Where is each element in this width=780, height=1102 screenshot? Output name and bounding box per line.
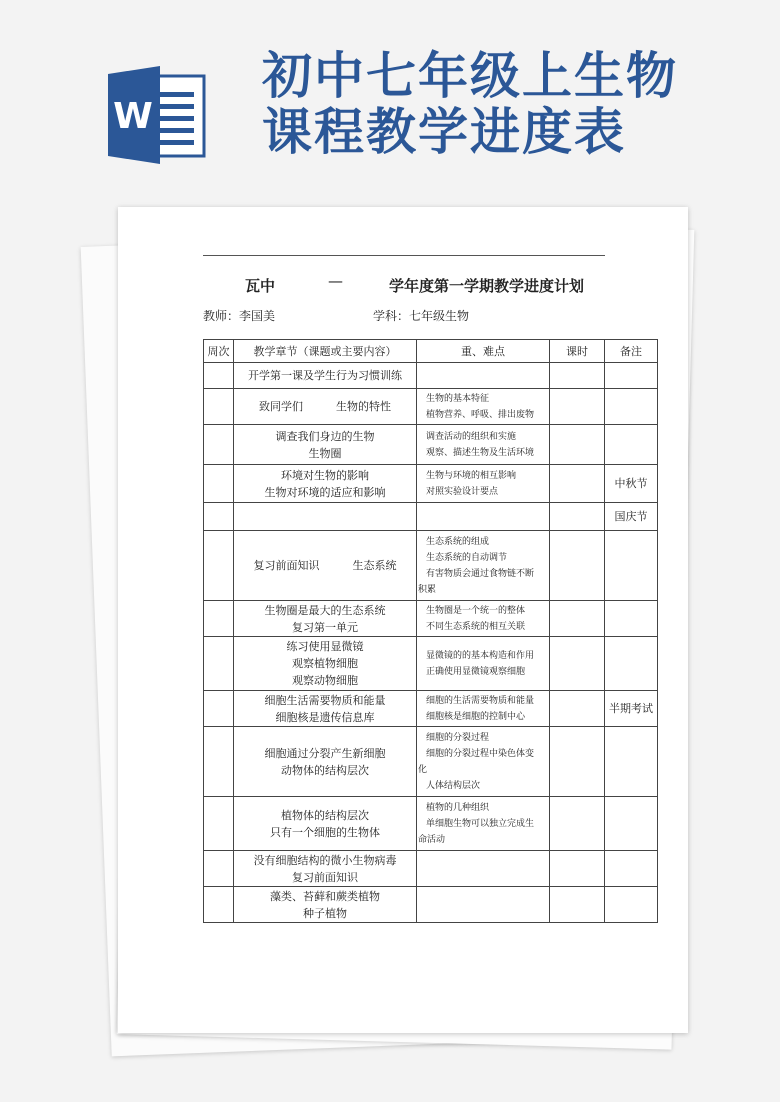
hours-cell <box>550 637 605 691</box>
week-cell <box>204 637 234 691</box>
keypoints-cell <box>417 601 550 637</box>
keypoint-text: 植物的几种组织 <box>426 802 490 813</box>
chapter-text: 动物体的结构层次 <box>281 763 369 777</box>
note-cell <box>605 727 658 797</box>
week-cell <box>204 531 234 601</box>
chapter-cell <box>234 691 417 727</box>
header-rule <box>203 255 605 256</box>
chapter-text: 复习第一单元 <box>292 620 358 634</box>
note-cell: 中秋节 <box>605 465 658 503</box>
hours-cell <box>550 851 605 887</box>
hours-cell <box>550 503 605 531</box>
hours-cell <box>550 887 605 923</box>
table-row <box>204 691 658 727</box>
week-cell <box>204 465 234 503</box>
keypoints-cell <box>417 503 550 531</box>
document-title: 学年度第一学期教学进度计划 <box>389 277 585 295</box>
chapter-text: 细胞通过分裂产生新细胞 <box>264 746 386 760</box>
keypoint-text: 细胞的生活需要物质和能量 <box>426 695 535 706</box>
chapter-text: 细胞核是遗传信息库 <box>275 710 375 724</box>
keypoint-text: 化 <box>418 764 428 775</box>
chapter-text: 藻类、苔藓和蕨类植物 <box>270 889 380 903</box>
chapter-cell <box>234 727 417 797</box>
keypoints-cell <box>417 465 550 503</box>
keypoints-cell <box>417 425 550 465</box>
keypoint-text: 生态系统的自动调节 <box>426 552 508 563</box>
week-cell <box>204 363 234 389</box>
chapter-text: 复习前面知识 生态系统 <box>253 559 397 572</box>
chapter-text: 生物对环境的适应和影响 <box>264 485 386 499</box>
chapter-text: 生物圈是最大的生态系统 <box>264 603 386 617</box>
keypoint-text: 生物的基本特征 <box>426 393 490 404</box>
hours-cell <box>550 727 605 797</box>
keypoints-cell <box>417 727 550 797</box>
keypoints-cell <box>417 887 550 923</box>
keypoint-text: 植物营养、呼吸、排出废物 <box>426 409 535 420</box>
week-cell <box>204 389 234 425</box>
keypoint-text: 对照实验设计要点 <box>426 486 499 497</box>
chapter-cell <box>234 389 417 425</box>
note-cell <box>605 601 658 637</box>
table-row <box>204 887 658 923</box>
chapter-cell <box>234 797 417 851</box>
hours-cell <box>550 531 605 601</box>
keypoint-text: 人体结构层次 <box>426 780 481 791</box>
week-cell <box>204 797 234 851</box>
subject-label: 学科：七年级生物 <box>373 309 470 323</box>
note-cell <box>605 851 658 887</box>
chapter-text: 复习前面知识 <box>292 870 358 884</box>
table-row <box>204 601 658 637</box>
banner-title <box>262 48 772 160</box>
table-row <box>204 797 658 851</box>
chapter-text: 致同学们 生物的特性 <box>259 400 391 413</box>
chapter-cell <box>234 425 417 465</box>
chapter-cell <box>234 465 417 503</box>
keypoint-text: 细胞的分裂过程 <box>426 732 490 743</box>
keypoint-text: 命活动 <box>418 834 446 845</box>
week-cell <box>204 601 234 637</box>
chapter-cell <box>234 503 417 531</box>
note-cell <box>605 389 658 425</box>
table-row <box>204 531 658 601</box>
week-cell <box>204 887 234 923</box>
column-header-note: 备注 <box>605 340 658 363</box>
keypoint-text: 生物与环境的相互影响 <box>426 470 517 481</box>
chapter-text: 练习使用显微镜 <box>286 640 364 653</box>
keypoint-text: 显微镜的的基本构造和作用 <box>426 650 535 661</box>
table-header-row <box>204 340 658 363</box>
school-name: 瓦中 <box>245 277 276 295</box>
year-blank: — <box>328 272 343 290</box>
hours-cell <box>550 465 605 503</box>
progress-table <box>203 339 658 923</box>
table-row <box>204 727 658 797</box>
chapter-text: 调查我们身边的生物 <box>275 429 375 443</box>
keypoint-text: 正确使用显微镜观察细胞 <box>426 666 526 677</box>
meta-row <box>203 307 623 327</box>
keypoint-text: 不同生态系统的相互关联 <box>426 621 526 632</box>
keypoint-text: 生物圈是一个统一的整体 <box>426 605 526 616</box>
teacher-label: 教师：李国美 <box>203 309 276 323</box>
table-row <box>204 389 658 425</box>
week-cell <box>204 425 234 465</box>
keypoint-text: 细胞核是细胞的控制中心 <box>426 711 526 722</box>
note-cell: 国庆节 <box>605 503 658 531</box>
keypoints-cell <box>417 389 550 425</box>
svg-text:W: W <box>113 96 153 137</box>
column-header-week: 周次 <box>204 340 234 363</box>
note-cell <box>605 363 658 389</box>
keypoints-cell <box>417 851 550 887</box>
column-header-hours: 课时 <box>550 340 605 363</box>
chapter-cell <box>234 363 417 389</box>
hours-cell <box>550 363 605 389</box>
chapter-text: 观察植物细胞 <box>292 657 358 670</box>
keypoint-text: 观察、描述生物及生活环境 <box>426 447 535 458</box>
hours-cell <box>550 797 605 851</box>
chapter-text: 植物体的结构层次 <box>281 808 369 822</box>
keypoint-text: 细胞的分裂过程中染色体变 <box>426 748 535 759</box>
chapter-text: 只有一个细胞的生物体 <box>270 825 380 839</box>
keypoints-cell <box>417 691 550 727</box>
chapter-text: 开学第一课及学生行为习惯训练 <box>248 369 402 382</box>
column-header-keypoints: 重、难点 <box>417 340 550 363</box>
table-row <box>204 465 658 503</box>
chapter-text: 没有细胞结构的微小生物病毒 <box>253 853 397 867</box>
table-row <box>204 503 658 531</box>
hours-cell <box>550 425 605 465</box>
note-cell <box>605 531 658 601</box>
note-cell: 半期考试 <box>605 691 658 727</box>
hours-cell <box>550 389 605 425</box>
keypoint-text: 生态系统的组成 <box>426 536 490 547</box>
keypoint-text: 单细胞生物可以独立完成生 <box>426 818 535 829</box>
document-heading <box>118 271 688 297</box>
word-document-icon <box>108 66 208 164</box>
table-row <box>204 637 658 691</box>
note-cell <box>605 797 658 851</box>
document-page <box>118 207 688 1033</box>
chapter-cell <box>234 887 417 923</box>
banner-title-line1: 初中七年级上生物 <box>262 47 678 105</box>
chapter-text: 环境对生物的影响 <box>281 468 369 482</box>
note-cell <box>605 637 658 691</box>
keypoint-text: 积累 <box>418 584 437 595</box>
keypoints-cell <box>417 363 550 389</box>
table-row <box>204 363 658 389</box>
hours-cell <box>550 601 605 637</box>
keypoints-cell <box>417 637 550 691</box>
banner-title-line2: 课程教学进度表 <box>262 103 626 161</box>
week-cell <box>204 691 234 727</box>
chapter-cell <box>234 601 417 637</box>
keypoint-text: 有害物质会通过食物链不断 <box>426 568 535 579</box>
chapter-text: 观察动物细胞 <box>292 674 358 687</box>
chapter-cell <box>234 851 417 887</box>
note-cell <box>605 887 658 923</box>
chapter-text: 生物圈 <box>308 446 342 460</box>
week-cell <box>204 503 234 531</box>
keypoint-text: 调查活动的组织和实施 <box>426 431 517 442</box>
table-row <box>204 851 658 887</box>
chapter-cell <box>234 531 417 601</box>
hours-cell <box>550 691 605 727</box>
column-header-chapter: 教学章节（课题或主要内容） <box>234 340 417 363</box>
banner <box>0 0 780 200</box>
table-row <box>204 425 658 465</box>
note-cell <box>605 425 658 465</box>
week-cell <box>204 727 234 797</box>
week-cell <box>204 851 234 887</box>
chapter-text: 细胞生活需要物质和能量 <box>264 693 386 707</box>
keypoints-cell <box>417 797 550 851</box>
chapter-cell <box>234 637 417 691</box>
chapter-text: 种子植物 <box>303 906 347 920</box>
keypoints-cell <box>417 531 550 601</box>
